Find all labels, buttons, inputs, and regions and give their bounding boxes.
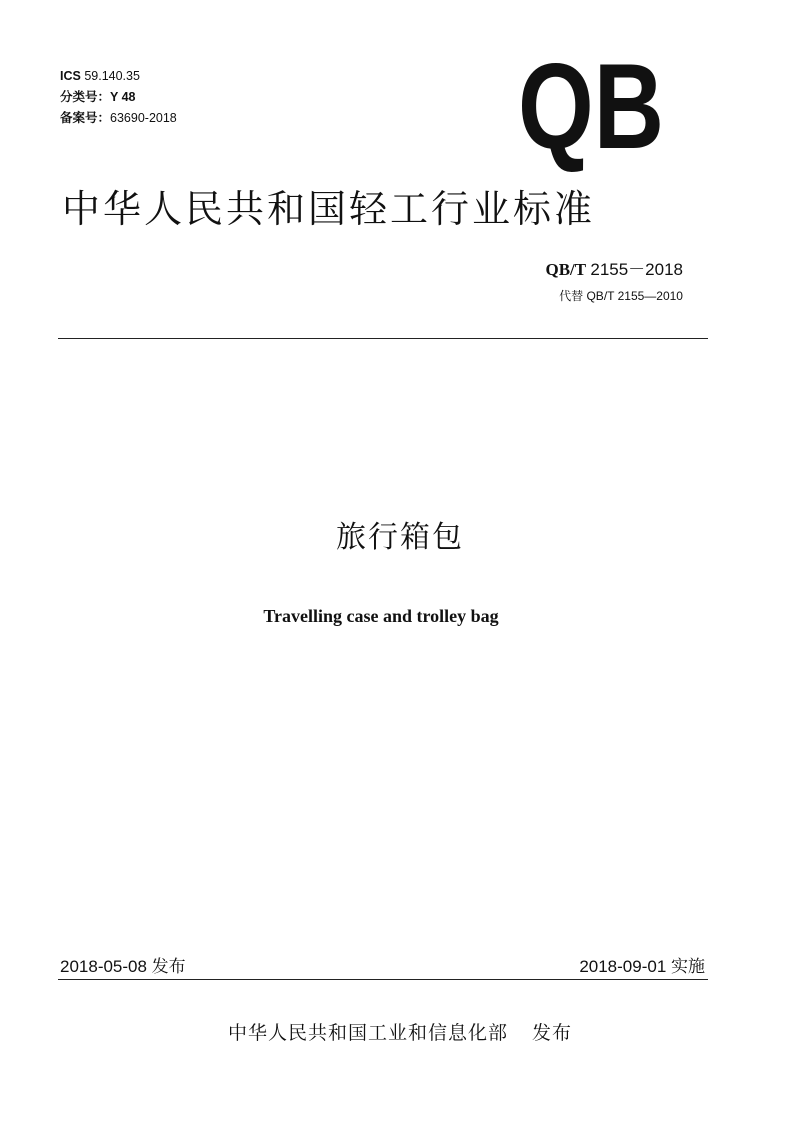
record-label: 备案号： [60, 111, 111, 125]
classification-line [60, 87, 177, 108]
classification-value: Y 48 [110, 90, 136, 104]
issue-date: 2018-05-08 发布 [60, 957, 186, 976]
publisher-line [0, 1018, 800, 1045]
footer-divider [58, 979, 708, 980]
ics-value: 59.140.35 [84, 69, 140, 83]
implementation-date: 2018-09-01 实施 [579, 957, 705, 976]
record-value: 63690-2018 [110, 111, 177, 125]
document-title-chinese: 旅行箱包 [336, 520, 464, 555]
document-title-english: Travelling case and trolley bag [263, 606, 499, 626]
record-line [60, 108, 177, 129]
publisher-action: 发布 [532, 1022, 573, 1044]
standard-number-prefix: QB/T [545, 260, 587, 279]
header-divider [58, 338, 708, 339]
standard-number-value: 2155－2018 [590, 260, 683, 279]
ics-line [60, 66, 177, 87]
classification-label: 分类号： [60, 90, 111, 104]
publisher-name: 中华人民共和国工业和信息化部 [227, 1022, 508, 1044]
standard-number [545, 255, 683, 280]
document-metadata [60, 66, 177, 129]
ics-label: ICS [60, 69, 81, 83]
qb-logo-text: QB [518, 38, 664, 174]
replaces-standard: 代替 QB/T 2155—2010 [559, 289, 683, 303]
standard-category-title: 中华人民共和国轻工行业标准 [62, 187, 596, 231]
qb-logo [516, 38, 666, 174]
